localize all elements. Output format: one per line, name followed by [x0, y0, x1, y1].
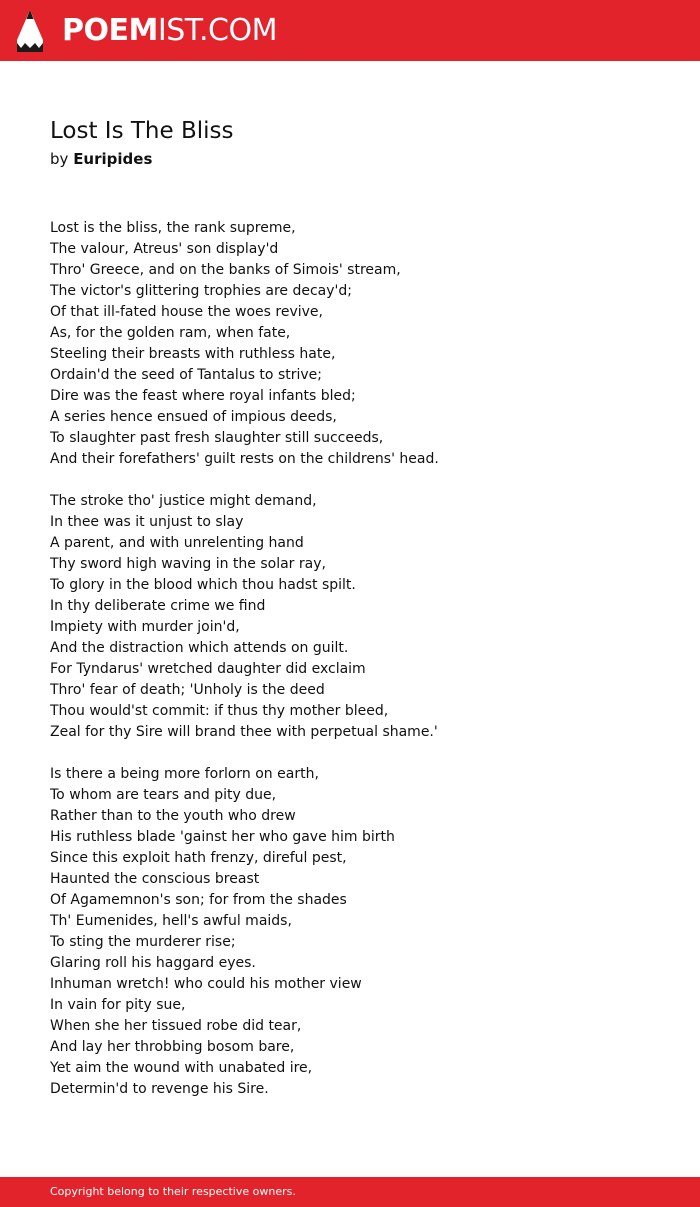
poem-line: Rather than to the youth who drew [50, 808, 296, 824]
poem-line: And the distraction which attends on guilt. [50, 640, 349, 656]
poem-line: As, for the golden ram, when fate, [50, 325, 291, 341]
poem-line: In vain for pity sue, [50, 997, 186, 1013]
stanza [50, 218, 670, 470]
poem-line: Steeling their breasts with ruthless hate, [50, 346, 336, 362]
poem-line: And their forefathers' guilt rests on the childrens' head. [50, 451, 439, 467]
poem-line: Thro' Greece, and on the banks of Simois' stream, [50, 262, 401, 278]
poem-line: Is there a being more forlorn on earth, [50, 766, 319, 782]
poem-line: Impiety with murder join'd, [50, 619, 240, 635]
poem-line: Lost is the bliss, the rank supreme, [50, 220, 296, 236]
poem-line: The victor's glittering trophies are decay'd; [50, 283, 352, 299]
poem-line: Of that ill-fated house the woes revive, [50, 304, 323, 320]
brand-bold: POEM [62, 13, 158, 48]
brand-light: IST.COM [157, 13, 277, 48]
poem-line: Thy sword high waving in the solar ray, [50, 556, 326, 572]
poem-line: His ruthless blade 'gainst her who gave him birth [50, 829, 395, 845]
poem-line: Since this exploit hath frenzy, direful pest, [50, 850, 347, 866]
stanza [50, 491, 670, 743]
poem-line: For Tyndarus' wretched daughter did exclaim [50, 661, 366, 677]
poem-line: A parent, and with unrelenting hand [50, 535, 304, 551]
poem-line: When she her tissued robe did tear, [50, 1018, 302, 1034]
poem-line: In thy deliberate crime we find [50, 598, 266, 614]
poem-line: A series hence ensued of impious deeds, [50, 409, 337, 425]
copyright-notice: Copyright belong to their respective owners. [50, 1185, 296, 1198]
site-footer [0, 1177, 700, 1207]
poem-line: In thee was it unjust to slay [50, 514, 244, 530]
poem-line: To sting the murderer rise; [50, 934, 236, 950]
pencil-tip-icon[interactable] [17, 10, 43, 52]
poem-title: Lost Is The Bliss [50, 118, 234, 144]
poem-line: The stroke tho' justice might demand, [50, 493, 317, 509]
poem-line: To whom are tears and pity due, [50, 787, 277, 803]
poem-line: Determin'd to revenge his Sire. [50, 1081, 269, 1097]
poem-line: Dire was the feast where royal infants bled; [50, 388, 356, 404]
poem-line: Inhuman wretch! who could his mother view [50, 976, 362, 992]
poem-line: Th' Eumenides, hell's awful maids, [50, 913, 292, 929]
poem-line: Zeal for thy Sire will brand thee with perpetual shame.' [50, 724, 438, 740]
site-header [0, 0, 700, 61]
author-name: Euripides [73, 150, 153, 168]
poem-line: To slaughter past fresh slaughter still succeeds, [50, 430, 384, 446]
byline [50, 148, 152, 170]
poem-line: Thou would'st commit: if thus thy mother bleed, [50, 703, 389, 719]
poem-line: Ordain'd the seed of Tantalus to strive; [50, 367, 322, 383]
by-label: by [50, 150, 69, 168]
poem-line: Yet aim the wound with unabated ire, [50, 1060, 313, 1076]
poem-line: The valour, Atreus' son display'd [50, 241, 279, 257]
poem-line: And lay her throbbing bosom bare, [50, 1039, 295, 1055]
poem-line: Of Agamemnon's son; for from the shades [50, 892, 347, 908]
poem-line: To glory in the blood which thou hadst spilt. [50, 577, 356, 593]
poem-line: Haunted the conscious breast [50, 871, 260, 887]
poem-line: Thro' fear of death; 'Unholy is the deed [50, 682, 325, 698]
site-logo[interactable] [62, 12, 277, 50]
poem-line: Glaring roll his haggard eyes. [50, 955, 256, 971]
poem-body [50, 218, 670, 1121]
stanza [50, 764, 670, 1100]
